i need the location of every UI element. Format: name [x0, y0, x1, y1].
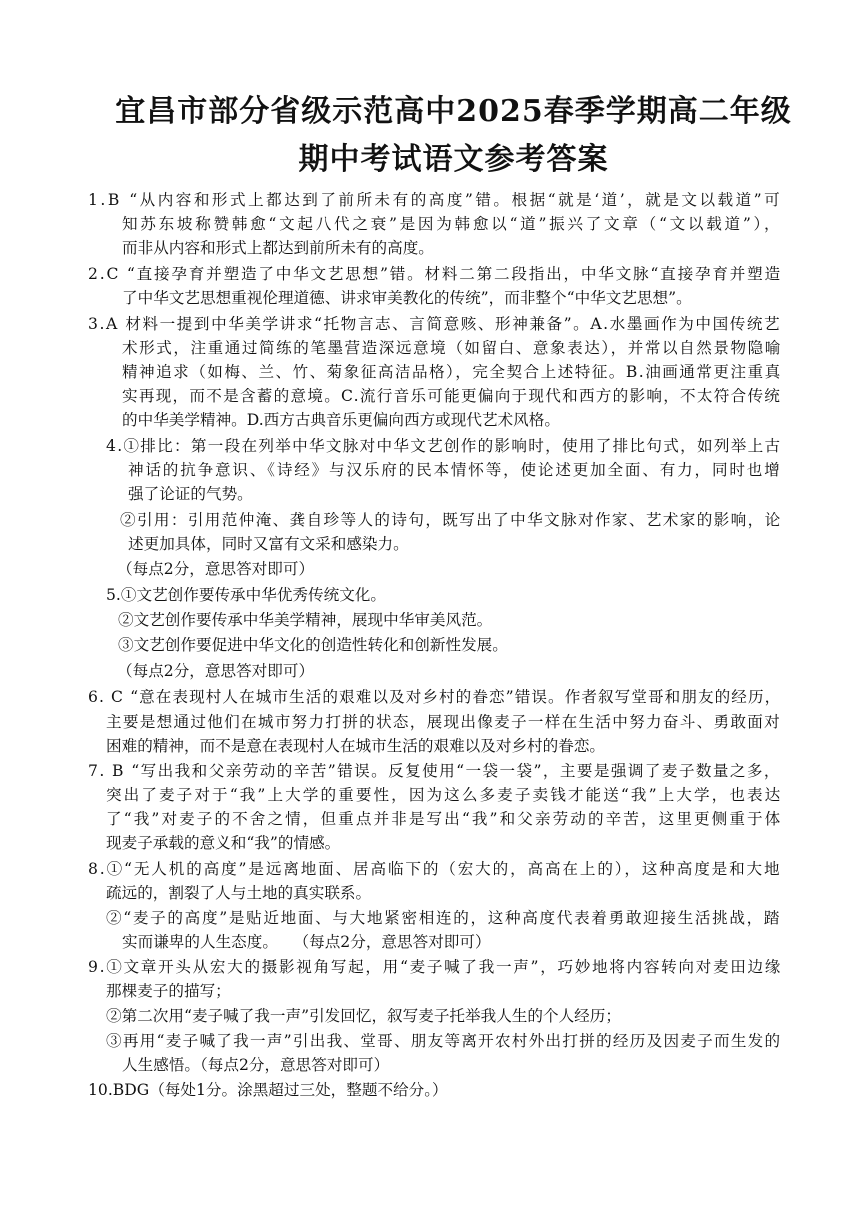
answer-line: 了“我”对麦子的不舍之情，但重点并非是写出“我”和父亲劳动的辛苦，这里更侧重于体: [106, 810, 783, 828]
answer-line: 的中华美学精神。D.西方古典音乐更偏向西方或现代艺术风格。: [122, 411, 560, 429]
answer-line: 知苏东坡称赞韩愈“文起八代之衰”是因为韩愈以“道”振兴了文章（“文以载道”），: [122, 215, 783, 233]
answer-line: （每点2分，意思答对即可）: [117, 662, 315, 680]
answer-line: 实而谦卑的人生态度。 （每点2分，意思答对即可）: [122, 933, 491, 951]
answer-line: 9.①文章开头从宏大的摄影视角写起，用“麦子喊了我一声”，巧妙地将内容转向对麦田边缘: [88, 958, 783, 976]
answer-line: 主要是想通过他们在城市努力打拼的状态，展现出像麦子一样在生活中努力奋斗、勇敢面对: [106, 713, 782, 731]
answer-line: 而非从内容和形式上都达到前所未有的高度。: [122, 239, 434, 257]
answer-line: 突出了麦子对于“我”上大学的重要性，因为这么多麦子卖钱才能送“我”上大学，也表达: [106, 786, 783, 804]
answer-line: ②“麦子的高度”是贴近地面、与大地紧密相连的，这种高度代表着勇敢迎接生活挑战，踏: [106, 909, 782, 927]
answer-line: 3.A 材料一提到中华美学讲求“托物言志、言简意赅、形神兼备”。A.水墨画作为中国传统艺: [88, 315, 782, 333]
answer-line: 疏远的，割裂了人与土地的真实联系。: [106, 884, 372, 902]
answer-line: 现麦子承载的意义和“我”的情感。: [106, 834, 341, 852]
answer-line: 8.①“无人机的高度”是远离地面、居高临下的（宏大的，高高在上的），这种高度是和大地: [88, 860, 782, 878]
answer-line: ②引用：引用范仲淹、龚自珍等人的诗句，既写出了中华文脉对作家、艺术家的影响，论: [120, 511, 782, 529]
answer-line: 那棵麦子的描写；: [106, 982, 231, 1000]
answer-line: ②文艺创作要传承中华美学精神，展现中华审美风范。: [118, 611, 493, 629]
answer-line: 神话的抗争意识、《诗经》与汉乐府的民本情怀等，使论述更加全面、有力，同时也增: [128, 461, 782, 479]
answer-line: 精神追求（如梅、兰、竹、菊象征高洁品格），完全契合上述特征。B.油画通常更注重真: [122, 363, 782, 381]
answer-line: 述更加具体，同时又富有文采和感染力。: [128, 535, 409, 553]
answer-line: ③再用“麦子喊了我一声”引出我、堂哥、朋友等离开农村外出打拼的经历及因麦子而生发的: [106, 1032, 782, 1050]
answer-line: ②第二次用“麦子喊了我一声”引发回忆，叙写麦子托举我人生的个人经历；: [106, 1007, 621, 1025]
answer-line: 6. C “意在表现村人在城市生活的艰难以及对乡村的眷恋”错误。作者叙写堂哥和朋友的经历，: [88, 688, 782, 706]
answer-line: 了中华文艺思想重视伦理道德、讲求审美教化的传统”，而非整个“中华文艺思想”。: [122, 289, 692, 307]
answer-line: ③文艺创作要促进中华文化的创造性转化和创新性发展。: [118, 636, 508, 654]
answer-line: 人生感悟。（每点2分，意思答对即可）: [122, 1056, 390, 1074]
document-title-line-2: 期中考试语文参考答案: [298, 142, 609, 177]
answer-line: 5.①文艺创作要传承中华优秀传统文化。: [106, 586, 386, 604]
answer-line: 4.①排比：第一段在列举中华文脉对中华文艺创作的影响时，使用了排比句式，如列举上古: [106, 437, 782, 455]
answer-line: 7. B “写出我和父亲劳动的辛苦”错误。反复使用“一袋一袋”，主要是强调了麦子数量之多，: [88, 762, 781, 780]
answer-line: 10.BDG（每处1分。涂黑超过三处，整题不给分。）: [88, 1081, 448, 1099]
answer-line: 1.B “从内容和形式上都达到了前所未有的高度”错。根据“就是‘道’，就是文以载道”可: [88, 191, 783, 209]
answer-line: 困难的精神，而不是意在表现村人在城市生活的艰难以及对乡村的眷恋。: [106, 737, 606, 755]
answer-line: 2.C “直接孕育并塑造了中华文艺思想”错。材料二第二段指出，中华文脉“直接孕育并塑造: [88, 265, 782, 283]
document-title-line-1: 宜昌市部分省级示范高中2025春季学期高二年级: [115, 94, 792, 129]
answer-line: （每点2分，意思答对即可）: [117, 560, 315, 578]
answer-line: 术形式，注重通过简练的笔墨营造深远意境（如留白、意象表达），并常以自然景物隐喻: [122, 339, 782, 357]
answer-line: 实再现，而不是含蓄的意境。C.流行音乐可能更偏向于现代和西方的影响，不太符合传统: [122, 387, 782, 405]
answer-line: 强了论证的气势。: [128, 485, 253, 503]
